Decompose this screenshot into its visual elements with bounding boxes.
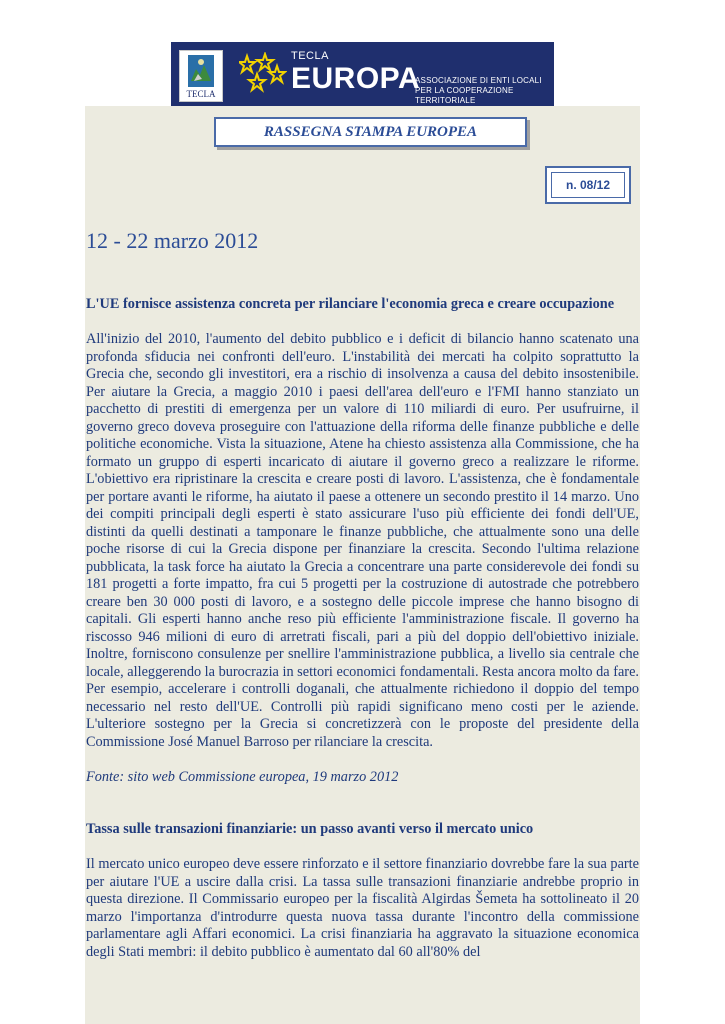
rassegna-stampa-label: RASSEGNA STAMPA EUROPEA (214, 117, 527, 147)
brand-tagline (415, 76, 554, 106)
tecla-logo (179, 50, 223, 102)
article-1-body: All'inizio del 2010, l'aumento del debito pubblico e i deficit di bilancio hanno scatenato una profonda sfiducia nei confronti dell'euro. L'instabilità dei mercati ha colpito soprattutto la Grecia che, secondo gli investitori, era a rischio di insolvenza a causa del debito insostenibile. Per aiutare la Grecia, a maggio 2010 i paesi dell'area dell'euro e l'FMI hanno stanziato un pacchetto di prestiti di emergenza per un valore di 110 miliardi di euro. Per usufruirne, il governo greco doveva proseguire con l'attuazione della riforma delle finanze pubbliche e delle politiche economiche. Vista la situazione, Atene ha chiesto assistenza alla Commissione, che ha formato un gruppo di esperti incaricato di aiutare il governo greco a realizzare le riforme. L'obiettivo era ripristinare la crescita e creare posti di lavoro. L'assistenza, che è fondamentale per portare avanti le riforme, ha aiutato il paese a ottenere un secondo prestito il 14 marzo. Uno dei compiti principali degli esperti è stato assicurare l'uso più efficiente dei fondi dell'UE, distinti da quelli destinati a tamponare le finanze pubbliche, che attualmente sono una delle poche risorse di cui la Grecia dispone per finanziare la crescita. Secondo l'ultima relazione pubblicata, la task force ha aiutato la Grecia a concentrare una parte considerevole dei fondi su 181 progetti a forte impatto, fra cui 5 progetti per la costruzione di autostrade che potrebbero creare ben 30 000 posti di lavoro, e a sostegno delle piccole imprese che hanno bisogno di capitali. Gli esperti hanno anche reso più efficiente l'amministrazione fiscale. Il governo ha riscosso 946 milioni di euro di arretrati fiscali, pari a più del doppio dell'obiettivo iniziale. Inoltre, forniscono consulenze per snellire l'amministrazione pubblica, a livello sia centrale che locale, alleggerendo la burocrazia in settori economici fondamentali. Resta ancora molto da fare. Per esempio, accelerare i controlli doganali, che attualmente richiedono il doppio del tempo necessario nel resto dell'UE. Controlli più rapidi significano meno costi per le aziende. L'ulteriore sostegno per la Grecia si concretizzerà con le proposte del presidente della Commissione José Manuel Barroso per rilanciare la crescita. (86, 331, 639, 750)
issue-number-box (545, 166, 631, 204)
brand-small-label: TECLA (291, 50, 329, 62)
brand-tagline-line-2: PER LA COOPERAZIONE TERRITORIALE (415, 86, 514, 105)
tecla-emblem-icon (188, 55, 214, 87)
article-1-title: L'UE fornisce assistenza concreta per rilanciare l'economia greca e creare occupazione (86, 296, 615, 312)
brand-name: EUROPA (291, 62, 421, 95)
articles-content (86, 296, 639, 961)
brand-tagline-line-1: ASSOCIAZIONE DI ENTI LOCALI (415, 76, 542, 85)
date-title: 12 - 22 marzo 2012 (86, 228, 259, 253)
article-spacer (86, 786, 639, 821)
article-1-source: Fonte: sito web Commissione europea, 19 marzo 2012 (86, 768, 399, 785)
header-banner (171, 42, 554, 106)
issue-number: n. 08/12 (551, 172, 625, 198)
article-2-title: Tassa sulle transazioni finanziarie: un passo avanti verso il mercato unico (86, 821, 534, 837)
europa-stars-icon (239, 52, 287, 96)
article-2-body: Il mercato unico europeo deve essere rinforzato e il settore finanziario dovrebbe fare la sua parte per aiutare l'UE a uscire dalla crisi. La tassa sulle transazioni finanziarie andrebbe proprio in questa direzione. Il Commissario europeo per la fiscalità Algirdas Šemeta ha sottolineato il 20 marzo l'importanza d'introdurre questa nuova tassa durante l'incontro della commissione parlamentare agli Affari economici. La crisi finanziaria ha aggravato la situazione economica degli Stati membri: il debito pubblico è aumentato dal 60 all'80% del (86, 856, 639, 960)
tecla-logo-caption: TECLA (186, 89, 216, 99)
